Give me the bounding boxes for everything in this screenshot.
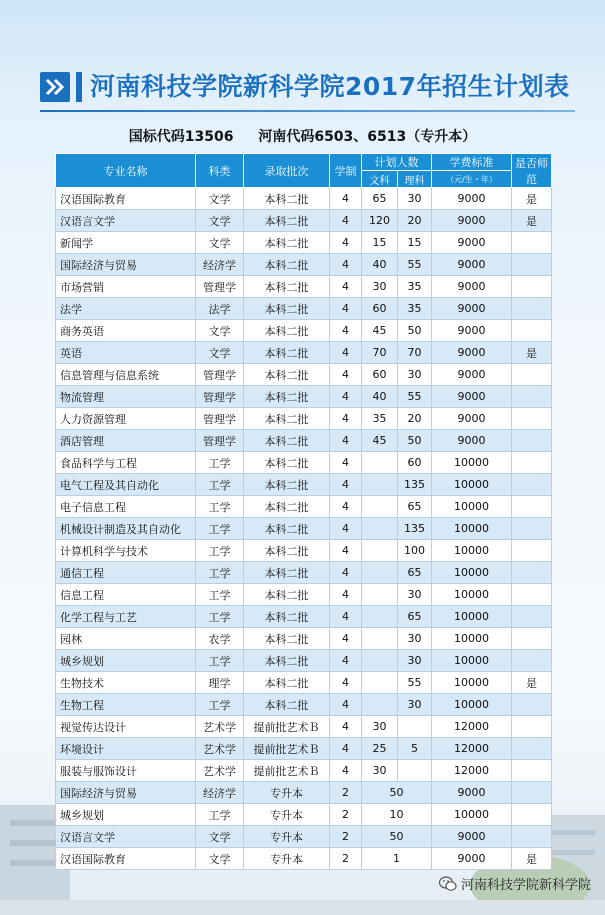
cell-fee: 9000 [432,826,512,848]
enrollment-table [55,153,552,870]
cell-batch: 本科二批 [244,518,330,540]
cell-normal [512,276,552,298]
cell-fee: 10000 [432,584,512,606]
cell-science: 55 [398,254,432,276]
cell-years: 4 [330,650,362,672]
cell-batch: 本科二批 [244,276,330,298]
cell-years: 4 [330,584,362,606]
table-row [56,562,552,584]
table-row [56,210,552,232]
cell-arts: 40 [362,254,398,276]
cell-normal: 是 [512,848,552,870]
header-arts: 文科 [362,171,398,188]
cell-arts [362,628,398,650]
cell-years: 4 [330,210,362,232]
header-batch: 录取批次 [244,154,330,188]
cell-normal [512,474,552,496]
cell-normal [512,496,552,518]
cell-normal [512,826,552,848]
cell-science: 35 [398,298,432,320]
cell-batch: 本科二批 [244,408,330,430]
cell-batch: 本科二批 [244,210,330,232]
cell-category: 工学 [196,474,244,496]
cell-fee: 10000 [432,650,512,672]
cell-science: 30 [398,364,432,386]
cell-major: 汉语言文学 [56,826,196,848]
cell-years: 4 [330,364,362,386]
table-row [56,232,552,254]
cell-batch: 本科二批 [244,474,330,496]
cell-fee: 9000 [432,232,512,254]
cell-category: 艺术学 [196,716,244,738]
cell-arts: 30 [362,716,398,738]
cell-years: 4 [330,276,362,298]
cell-category: 经济学 [196,782,244,804]
table-row [56,672,552,694]
cell-major: 生物技术 [56,672,196,694]
table-row [56,694,552,716]
cell-arts [362,606,398,628]
table-row [56,342,552,364]
table-row [56,716,552,738]
cell-fee: 9000 [432,254,512,276]
cell-category: 文学 [196,342,244,364]
cell-arts [362,452,398,474]
cell-major: 商务英语 [56,320,196,342]
cell-science: 20 [398,408,432,430]
cell-science: 135 [398,518,432,540]
cell-major: 国际经济与贸易 [56,254,196,276]
page-title: 河南科技学院新科学院2017年招生计划表 [90,72,570,101]
header-category: 科类 [196,154,244,188]
cell-years: 4 [330,232,362,254]
cell-normal [512,386,552,408]
cell-science: 100 [398,540,432,562]
cell-category: 管理学 [196,408,244,430]
header-fee: 学费标准 [432,154,512,171]
table-row [56,474,552,496]
cell-normal [512,738,552,760]
cell-major: 园林 [56,628,196,650]
cell-science: 30 [398,584,432,606]
cell-category: 工学 [196,584,244,606]
cell-years: 4 [330,672,362,694]
cell-years: 4 [330,540,362,562]
table-row [56,320,552,342]
cell-years: 4 [330,496,362,518]
national-code: 国标代码13506 [128,129,234,145]
cell-science [398,760,432,782]
cell-fee: 9000 [432,298,512,320]
header-plan: 计划人数 [362,154,432,171]
header-years: 学制 [330,154,362,188]
header-fee-unit: （元/生・年） [432,171,512,188]
header-major: 专业名称 [56,154,196,188]
cell-arts: 45 [362,430,398,452]
cell-category: 管理学 [196,386,244,408]
cell-category: 管理学 [196,430,244,452]
cell-science [398,716,432,738]
cell-major: 信息工程 [56,584,196,606]
cell-normal [512,364,552,386]
cell-normal [512,518,552,540]
cell-arts: 120 [362,210,398,232]
table-row [56,452,552,474]
cell-batch: 本科二批 [244,430,330,452]
cell-science: 50 [398,430,432,452]
cell-batch: 本科二批 [244,386,330,408]
cell-years: 2 [330,782,362,804]
cell-fee: 10000 [432,804,512,826]
cell-major: 通信工程 [56,562,196,584]
cell-science: 5 [398,738,432,760]
cell-category: 艺术学 [196,738,244,760]
title-divider [76,72,82,102]
cell-major: 新闻学 [56,232,196,254]
cell-category: 管理学 [196,276,244,298]
cell-major: 生物工程 [56,694,196,716]
cell-major: 计算机科学与技术 [56,540,196,562]
table-row [56,188,552,210]
cell-category: 工学 [196,804,244,826]
cell-normal [512,760,552,782]
cell-fee: 9000 [432,848,512,870]
cell-normal: 是 [512,672,552,694]
cell-fee: 12000 [432,760,512,782]
cell-batch: 提前批艺术Ｂ [244,716,330,738]
cell-batch: 本科二批 [244,606,330,628]
header-science: 理科 [398,171,432,188]
cell-science: 65 [398,562,432,584]
table-row [56,496,552,518]
cell-category: 艺术学 [196,760,244,782]
cell-category: 工学 [196,540,244,562]
cell-arts: 65 [362,188,398,210]
cell-category: 文学 [196,188,244,210]
cell-major: 汉语言文学 [56,210,196,232]
cell-normal [512,430,552,452]
cell-normal [512,540,552,562]
cell-arts [362,474,398,496]
cell-arts: 15 [362,232,398,254]
cell-batch: 本科二批 [244,342,330,364]
table-row [56,364,552,386]
cell-plan-total: 1 [362,848,432,870]
cell-fee: 10000 [432,606,512,628]
cell-science: 35 [398,276,432,298]
cell-science: 70 [398,342,432,364]
cell-science: 135 [398,474,432,496]
cell-arts: 30 [362,276,398,298]
cell-batch: 专升本 [244,848,330,870]
cell-normal [512,694,552,716]
cell-years: 4 [330,254,362,276]
cell-normal [512,320,552,342]
cell-normal [512,298,552,320]
cell-normal [512,232,552,254]
cell-years: 4 [330,430,362,452]
cell-fee: 9000 [432,210,512,232]
cell-major: 化学工程与工艺 [56,606,196,628]
cell-years: 2 [330,804,362,826]
cell-major: 视觉传达设计 [56,716,196,738]
cell-fee: 10000 [432,628,512,650]
institution-codes [0,126,605,146]
cell-normal [512,606,552,628]
table-row [56,782,552,804]
cell-years: 4 [330,738,362,760]
table-header [56,154,552,188]
cell-science: 60 [398,452,432,474]
cell-batch: 本科二批 [244,496,330,518]
cell-normal [512,408,552,430]
cell-fee: 9000 [432,430,512,452]
cell-normal [512,584,552,606]
cell-arts [362,650,398,672]
cell-fee: 9000 [432,342,512,364]
cell-batch: 专升本 [244,804,330,826]
cell-normal: 是 [512,210,552,232]
cell-science: 50 [398,320,432,342]
cell-category: 文学 [196,232,244,254]
cell-fee: 10000 [432,562,512,584]
cell-science: 30 [398,188,432,210]
cell-arts: 30 [362,760,398,782]
cell-batch: 本科二批 [244,540,330,562]
cell-batch: 本科二批 [244,320,330,342]
cell-fee: 9000 [432,320,512,342]
table-row [56,254,552,276]
cell-arts: 25 [362,738,398,760]
table-row [56,408,552,430]
cell-fee: 12000 [432,716,512,738]
cell-category: 工学 [196,650,244,672]
cell-major: 机械设计制造及其自动化 [56,518,196,540]
cell-arts: 35 [362,408,398,430]
table-row [56,386,552,408]
cell-batch: 本科二批 [244,584,330,606]
cell-category: 文学 [196,210,244,232]
cell-fee: 10000 [432,540,512,562]
cell-normal [512,628,552,650]
table-row [56,738,552,760]
cell-batch: 本科二批 [244,232,330,254]
cell-category: 工学 [196,606,244,628]
cell-batch: 本科二批 [244,562,330,584]
cell-years: 4 [330,474,362,496]
cell-arts: 45 [362,320,398,342]
cell-arts [362,672,398,694]
cell-years: 4 [330,408,362,430]
header [40,70,580,116]
cell-fee: 9000 [432,364,512,386]
cell-batch: 提前批艺术Ｂ [244,738,330,760]
cell-years: 4 [330,518,362,540]
cell-major: 物流管理 [56,386,196,408]
cell-fee: 9000 [432,782,512,804]
cell-normal: 是 [512,188,552,210]
title-underline [40,110,575,112]
cell-major: 酒店管理 [56,430,196,452]
cell-batch: 本科二批 [244,254,330,276]
cell-science: 30 [398,694,432,716]
cell-fee: 10000 [432,518,512,540]
cell-years: 4 [330,716,362,738]
table-body [56,188,552,870]
cell-normal [512,716,552,738]
cell-arts: 60 [362,298,398,320]
cell-major: 电子信息工程 [56,496,196,518]
cell-major: 汉语国际教育 [56,188,196,210]
cell-batch: 提前批艺术Ｂ [244,760,330,782]
cell-normal [512,650,552,672]
cell-years: 4 [330,320,362,342]
cell-years: 4 [330,628,362,650]
cell-plan-total: 10 [362,804,432,826]
cell-arts [362,518,398,540]
cell-science: 65 [398,496,432,518]
cell-major: 电气工程及其自动化 [56,474,196,496]
table-row [56,540,552,562]
cell-fee: 9000 [432,276,512,298]
wechat-icon [439,876,457,892]
cell-fee: 12000 [432,738,512,760]
cell-major: 环境设计 [56,738,196,760]
cell-batch: 本科二批 [244,188,330,210]
cell-batch: 本科二批 [244,364,330,386]
cell-category: 法学 [196,298,244,320]
cell-batch: 本科二批 [244,694,330,716]
cell-years: 4 [330,342,362,364]
cell-category: 文学 [196,826,244,848]
cell-years: 4 [330,386,362,408]
cell-major: 服装与服饰设计 [56,760,196,782]
cell-fee: 10000 [432,496,512,518]
cell-fee: 9000 [432,386,512,408]
cell-years: 2 [330,826,362,848]
cell-science: 15 [398,232,432,254]
cell-arts: 60 [362,364,398,386]
cell-fee: 10000 [432,672,512,694]
cell-fee: 9000 [432,408,512,430]
cell-fee: 10000 [432,474,512,496]
cell-years: 4 [330,606,362,628]
cell-science: 55 [398,672,432,694]
cell-batch: 专升本 [244,826,330,848]
cell-category: 文学 [196,848,244,870]
cell-category: 工学 [196,694,244,716]
table-row [56,826,552,848]
watermark-text: 河南科技学院新科学院 [460,878,591,893]
cell-category: 农学 [196,628,244,650]
table-row [56,298,552,320]
cell-major: 市场营销 [56,276,196,298]
cell-fee: 10000 [432,694,512,716]
watermark [439,874,591,893]
cell-science: 55 [398,386,432,408]
cell-normal: 是 [512,342,552,364]
cell-arts [362,694,398,716]
cell-batch: 本科二批 [244,672,330,694]
cell-category: 文学 [196,320,244,342]
cell-category: 理学 [196,672,244,694]
cell-science: 65 [398,606,432,628]
table-row [56,276,552,298]
cell-category: 经济学 [196,254,244,276]
table-row [56,518,552,540]
cell-category: 管理学 [196,364,244,386]
cell-normal [512,452,552,474]
cell-category: 工学 [196,496,244,518]
cell-years: 4 [330,188,362,210]
cell-batch: 本科二批 [244,650,330,672]
cell-category: 工学 [196,452,244,474]
cell-science: 20 [398,210,432,232]
cell-major: 城乡规划 [56,804,196,826]
table-row [56,760,552,782]
cell-normal [512,562,552,584]
cell-arts [362,540,398,562]
cell-batch: 本科二批 [244,628,330,650]
table-row [56,848,552,870]
cell-major: 人力资源管理 [56,408,196,430]
cell-plan-total: 50 [362,782,432,804]
table-row [56,430,552,452]
table-row [56,628,552,650]
cell-arts [362,496,398,518]
cell-years: 4 [330,694,362,716]
cell-arts: 40 [362,386,398,408]
cell-major: 食品科学与工程 [56,452,196,474]
cell-major: 国际经济与贸易 [56,782,196,804]
cell-arts [362,584,398,606]
cell-normal [512,804,552,826]
cell-batch: 专升本 [244,782,330,804]
cell-normal [512,254,552,276]
henan-code: 河南代码6503、6513（专升本） [258,129,477,145]
table-row [56,804,552,826]
cell-fee: 10000 [432,452,512,474]
cell-arts [362,562,398,584]
cell-fee: 9000 [432,188,512,210]
cell-major: 汉语国际教育 [56,848,196,870]
cell-years: 4 [330,298,362,320]
cell-normal [512,782,552,804]
cell-years: 2 [330,848,362,870]
double-chevron-icon [40,72,70,102]
cell-plan-total: 50 [362,826,432,848]
cell-major: 英语 [56,342,196,364]
cell-years: 4 [330,562,362,584]
cell-category: 工学 [196,518,244,540]
cell-science: 30 [398,628,432,650]
cell-arts: 70 [362,342,398,364]
cell-major: 信息管理与信息系统 [56,364,196,386]
cell-science: 30 [398,650,432,672]
cell-category: 工学 [196,562,244,584]
table-row [56,650,552,672]
cell-years: 4 [330,760,362,782]
cell-batch: 本科二批 [244,298,330,320]
cell-major: 城乡规划 [56,650,196,672]
table-row [56,584,552,606]
cell-major: 法学 [56,298,196,320]
table-row [56,606,552,628]
header-normal: 是否师范 [512,154,552,188]
cell-batch: 本科二批 [244,452,330,474]
cell-years: 4 [330,452,362,474]
